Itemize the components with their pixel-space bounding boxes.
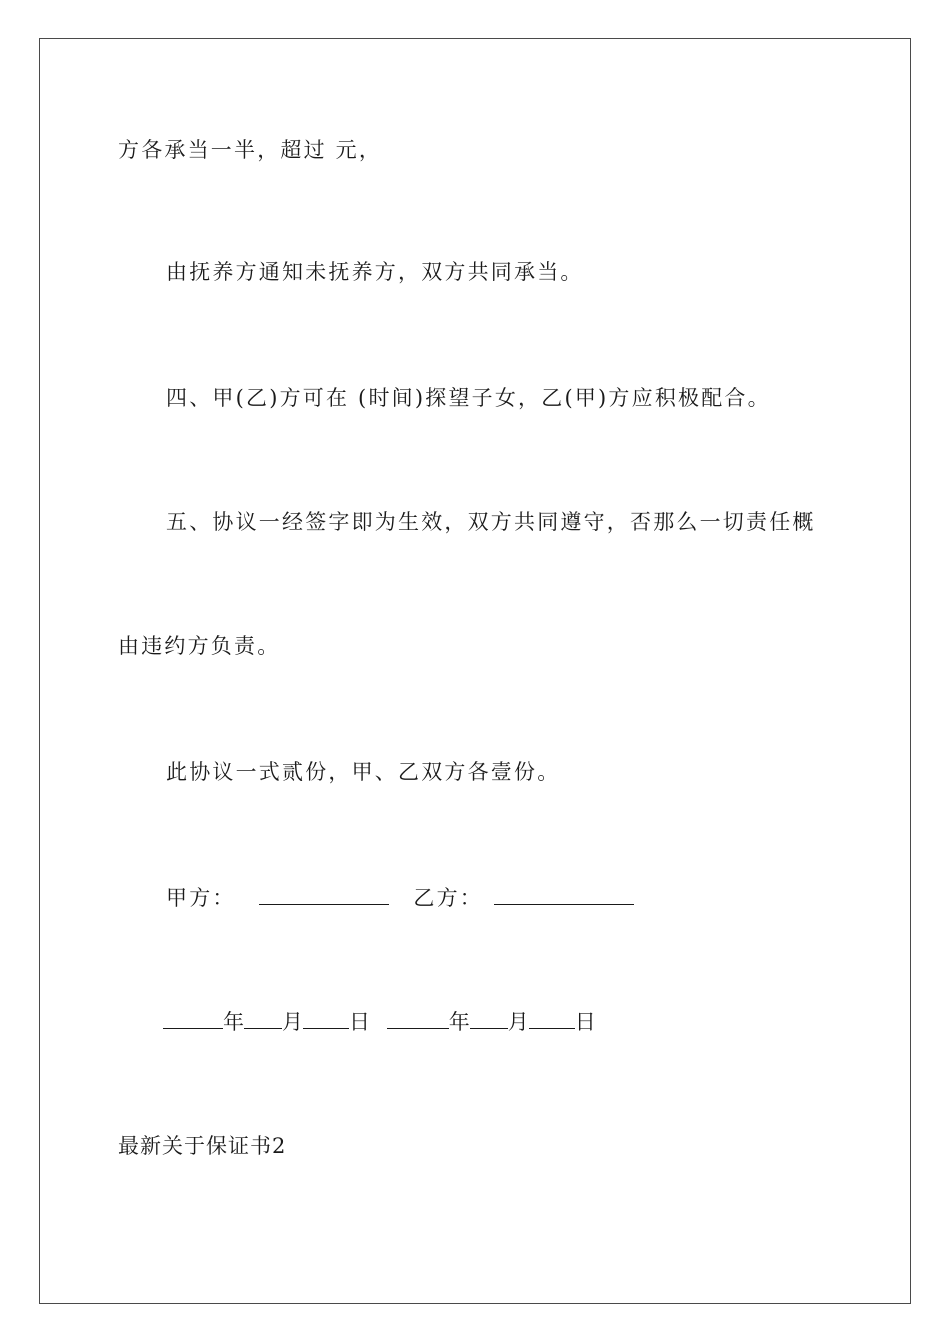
party-b-month-blank	[470, 1008, 508, 1029]
signature-row	[166, 884, 634, 912]
paragraph-line-1: 方各承当一半，超过 元，	[118, 138, 383, 162]
date-row	[163, 1008, 596, 1036]
party-b-signature-blank	[494, 884, 634, 905]
party-a-year-label: 年	[223, 1010, 244, 1034]
next-section-title: 最新关于保证书2	[118, 1134, 287, 1158]
paragraph-line-2: 由抚养方通知未抚养方，双方共同承当。	[166, 260, 584, 284]
paragraph-line-5: 由违约方负责。	[118, 634, 281, 658]
party-a-month-label: 月	[282, 1010, 303, 1034]
party-b-label: 乙方：	[413, 886, 483, 910]
party-a-year-blank	[163, 1008, 223, 1029]
paragraph-line-4: 五、协议一经签字即为生效，双方共同遵守，否那么一切责任概	[166, 510, 816, 534]
party-b-year-label: 年	[448, 1010, 470, 1034]
party-a-day-blank	[303, 1008, 349, 1029]
party-b-year-blank	[387, 1008, 449, 1029]
party-a-day-label: 日	[349, 1010, 370, 1034]
page-border	[39, 38, 911, 1304]
party-a-label: 甲方：	[166, 886, 236, 910]
paragraph-line-3: 四、甲(乙)方可在 (时间)探望子女，乙(甲)方应积极配合。	[166, 386, 771, 410]
paragraph-line-6: 此协议一式贰份，甲、乙双方各壹份。	[166, 760, 561, 784]
party-b-day-label: 日	[574, 1010, 596, 1034]
party-a-month-blank	[244, 1008, 282, 1029]
party-a-signature-blank	[259, 884, 389, 905]
party-b-month-label: 月	[507, 1010, 529, 1034]
party-b-day-blank	[529, 1008, 575, 1029]
